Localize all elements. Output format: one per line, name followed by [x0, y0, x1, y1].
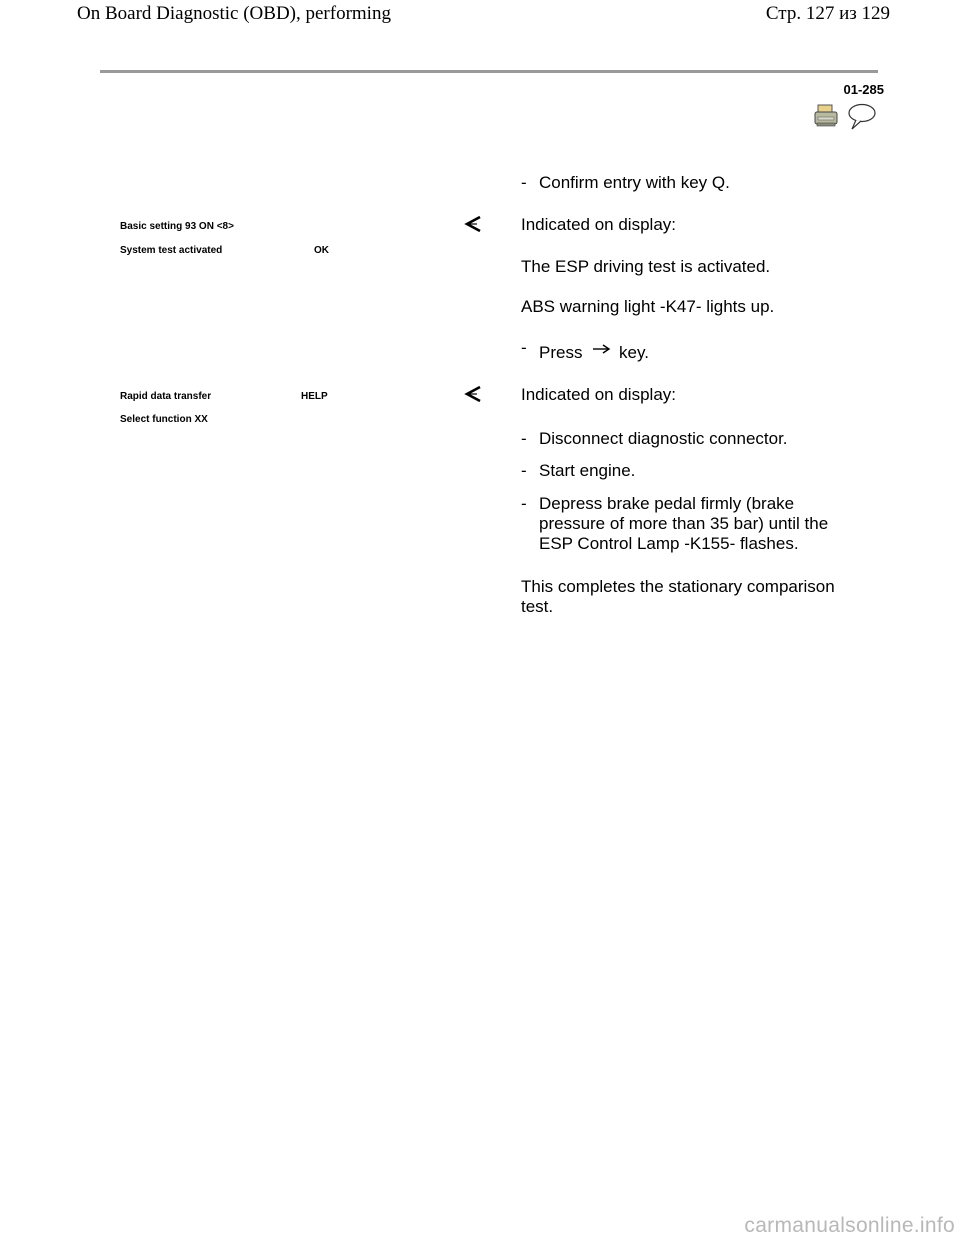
- right-arrow-key-icon: [592, 344, 612, 354]
- display-1-status: OK: [314, 245, 329, 256]
- printer-icon[interactable]: [814, 103, 878, 131]
- page-code: 01-285: [843, 82, 884, 97]
- completion-line-1: This completes the stationary comparison: [521, 577, 835, 596]
- watermark: carmanualsonline.info: [744, 1214, 955, 1237]
- step-depress-brake: [539, 494, 869, 554]
- bullet-dash: -: [521, 173, 527, 192]
- indicated-on-display-2: Indicated on display:: [521, 385, 676, 404]
- depress-line-2: pressure of more than 35 bar) until the: [539, 514, 829, 533]
- indicated-on-display-1: Indicated on display:: [521, 215, 676, 234]
- speech-bubble-icon[interactable]: [849, 105, 875, 130]
- completion-note: [521, 577, 861, 617]
- display-2-line-1: Rapid data transfer: [120, 391, 212, 402]
- step-disconnect-connector: Disconnect diagnostic connector.: [539, 429, 788, 448]
- key-label: key.: [619, 343, 649, 362]
- display-1-line-2: System test activated: [120, 245, 223, 256]
- completion-line-2: test.: [521, 597, 554, 616]
- left-arrow-icon: [463, 385, 483, 403]
- header-rule: [100, 70, 878, 73]
- bullet-dash: -: [521, 338, 527, 357]
- depress-line-3: ESP Control Lamp -K155- flashes.: [539, 534, 799, 553]
- header-icons: [814, 103, 878, 131]
- left-arrow-icon: [463, 215, 483, 233]
- document-title: On Board Diagnostic (OBD), performing: [77, 3, 391, 24]
- bullet-dash: -: [521, 494, 527, 513]
- step-confirm-entry: Confirm entry with key Q.: [539, 173, 730, 192]
- abs-warning-light-text: ABS warning light -K47- lights up.: [521, 297, 775, 316]
- press-label: Press: [539, 343, 583, 362]
- bullet-dash: -: [521, 429, 527, 448]
- page-info: Стр. 127 из 129: [765, 3, 890, 24]
- step-start-engine: Start engine.: [539, 461, 636, 480]
- depress-line-1: Depress brake pedal firmly (brake: [539, 494, 795, 513]
- step-press-key: [539, 343, 739, 365]
- display-2-line-2: Select function XX: [120, 414, 208, 425]
- bullet-dash: -: [521, 461, 527, 480]
- display-2-help: HELP: [301, 391, 328, 402]
- display-1-line-1: Basic setting 93 ON <8>: [120, 221, 234, 232]
- esp-driving-test-text: The ESP driving test is activated.: [521, 257, 771, 276]
